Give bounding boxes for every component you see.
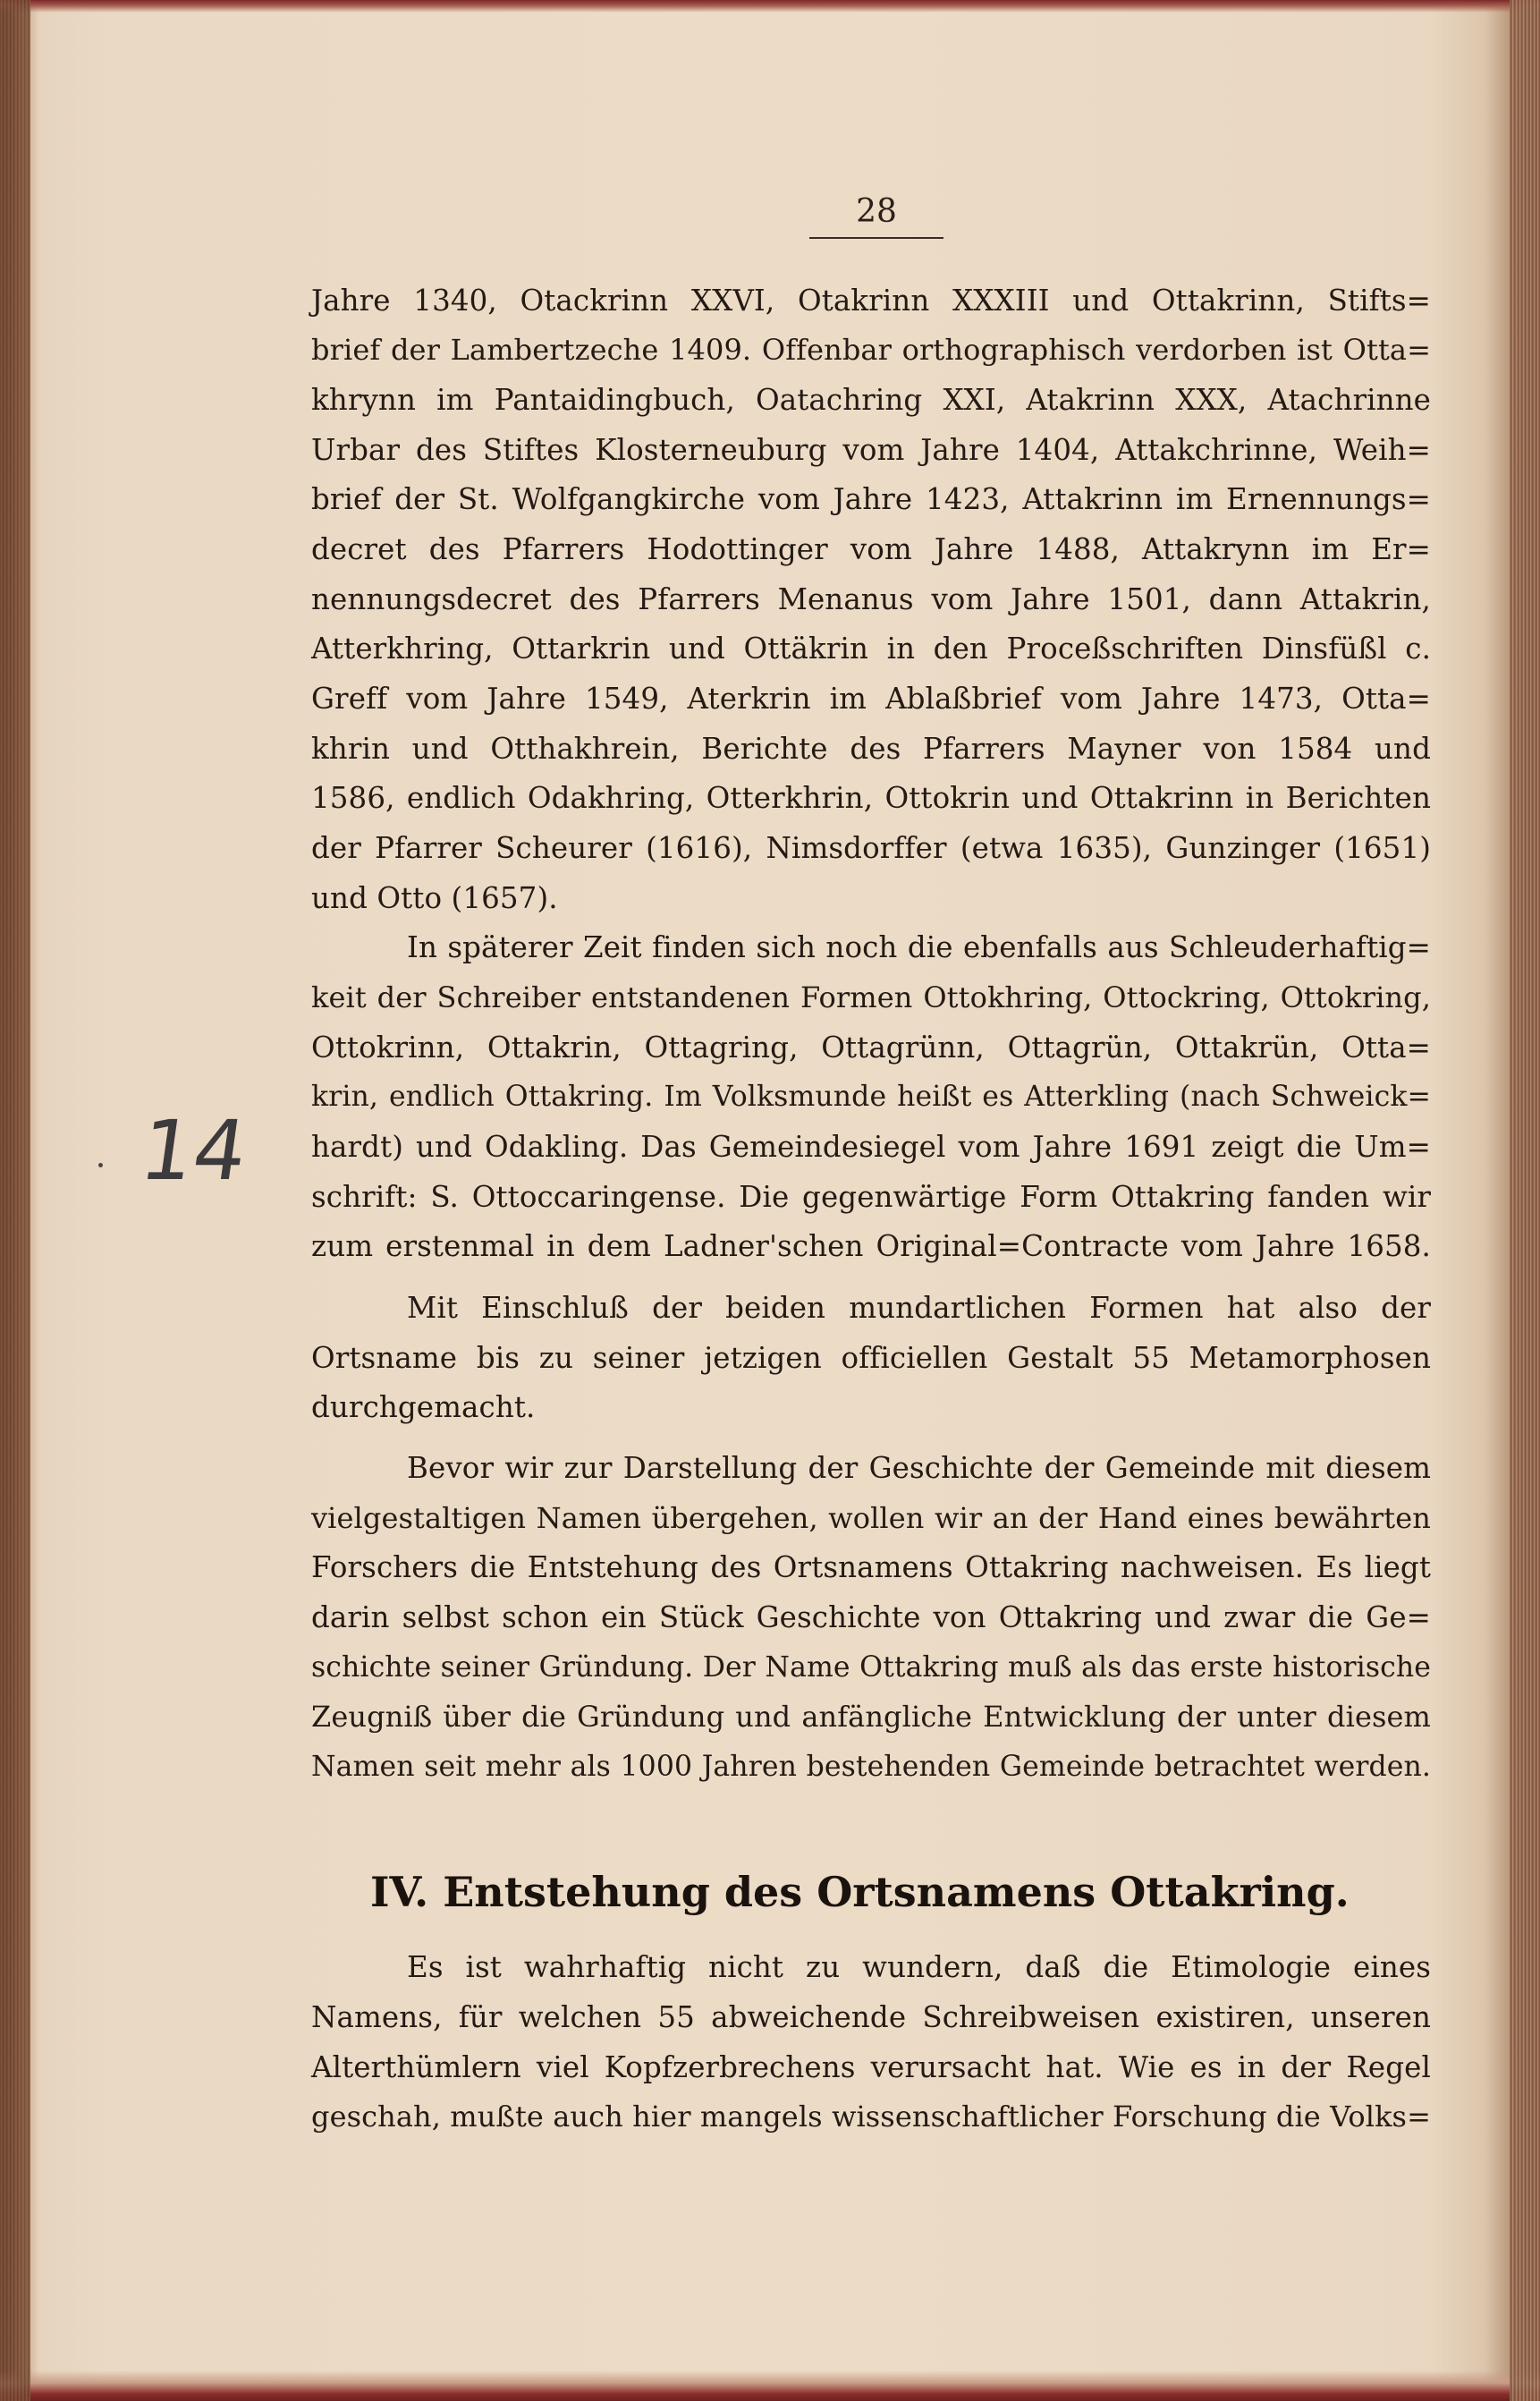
page-fore-edge <box>1510 0 1540 2401</box>
page-top-edge <box>0 0 1540 13</box>
section-heading: IV. Entstehung des Ortsnamens Ottakring. <box>370 1868 1350 1916</box>
text-line: Ottokrinn, Ottakrin, Ottagring, Ottagrünn, Ottagrün, Ottakrün, Otta= <box>311 1031 1431 1065</box>
text-line: Zeugniß über die Gründung und anfängliche Entwicklung der unter diesem <box>311 1700 1431 1734</box>
margin-mark <box>98 1163 103 1167</box>
text-line: Namen seit mehr als 1000 Jahren bestehenden Gemeinde betrachtet werden. <box>311 1751 1431 1783</box>
page-number: 28 <box>856 193 897 230</box>
text-line: schrift: S. Ottoccaringense. Die gegenwärtige Form Ottakring fanden wir <box>311 1180 1431 1214</box>
text-line: Atterkhring, Ottarkrin und Ottäkrin in den Proceßschriften Dinsfüßl c. <box>311 632 1431 666</box>
text-line: decret des Pfarrers Hodottinger vom Jahre 1488, Attakrynn im Er= <box>311 532 1431 566</box>
text-line: Es ist wahrhaftig nicht zu wundern, daß die Etimologie eines <box>407 1950 1431 1984</box>
text-line: hardt) und Odakling. Das Gemeindesiegel vom Jahre 1691 zeigt die Um= <box>311 1130 1431 1164</box>
text-line: brief der St. Wolfgangkirche vom Jahre 1423, Attakrinn im Ernennungs= <box>311 482 1431 516</box>
text-line: Namens, für welchen 55 abweichende Schreibweisen existiren, unseren <box>311 2000 1431 2034</box>
text-line: keit der Schreiber entstandenen Formen Ottokhring, Ottockring, Ottokring, <box>311 980 1431 1014</box>
text-line: zum erstenmal in dem Ladner'schen Original=Contracte vom Jahre 1658. <box>311 1229 1431 1263</box>
text-line: Ortsname bis zu seiner jetzigen officiellen Gestalt 55 Metamorphosen <box>311 1341 1431 1375</box>
text-line: und Otto (1657). <box>311 881 558 915</box>
text-line: darin selbst schon ein Stück Geschichte von Ottakring und zwar die Ge= <box>311 1600 1431 1634</box>
text-line: Urbar des Stiftes Klosterneuburg vom Jahre 1404, Attakchrinne, Weih= <box>311 433 1431 467</box>
text-line: Jahre 1340, Otackrinn XXVI, Otakrinn XXXIII und Ottakrinn, Stifts= <box>311 284 1431 318</box>
text-line: krin, endlich Ottakring. Im Volksmunde heißt es Atterkling (nach Schweick= <box>311 1081 1431 1113</box>
text-line: vielgestaltigen Namen übergehen, wollen wir an der Hand eines bewährten <box>311 1501 1431 1535</box>
book-binding-edge <box>0 0 30 2401</box>
text-line: der Pfarrer Scheurer (1616), Nimsdorffer (etwa 1635), Gunzinger (1651) <box>311 831 1431 865</box>
text-line: In späterer Zeit finden sich noch die ebenfalls aus Schleuderhaftig= <box>407 930 1431 964</box>
text-line: brief der Lambertzeche 1409. Offenbar orthographisch verdorben ist Otta= <box>311 333 1431 367</box>
handwritten-margin-note: 14 <box>134 1103 253 1199</box>
text-line: 1586, endlich Odakhring, Otterkhrin, Ottokrin und Ottakrinn in Berichten <box>311 781 1431 815</box>
text-line: geschah, mußte auch hier mangels wissenschaftlicher Forschung die Volks= <box>311 2100 1431 2134</box>
text-line: Greff vom Jahre 1549, Aterkrin im Ablaßbrief vom Jahre 1473, Otta= <box>311 682 1431 716</box>
page-bottom-edge <box>0 2371 1540 2401</box>
text-line: Alterthümlern viel Kopfzerbrechens verursacht hat. Wie es in der Regel <box>311 2050 1431 2084</box>
text-line: schichte seiner Gründung. Der Name Ottakring muß als das erste historische <box>311 1651 1431 1684</box>
text-line: khrynn im Pantaidingbuch, Oatachring XXI, Atakrinn XXX, Atachrinne <box>311 383 1431 417</box>
text-line: Bevor wir zur Darstellung der Geschichte der Gemeinde mit diesem <box>407 1451 1431 1485</box>
text-line: Mit Einschluß der beiden mundartlichen Formen hat also der <box>407 1291 1431 1325</box>
text-line: durchgemacht. <box>311 1390 536 1424</box>
text-line: Forschers die Entstehung des Ortsnamens Ottakring nachweisen. Es liegt <box>311 1550 1431 1584</box>
text-line: khrin und Otthakhrein, Berichte des Pfarrers Mayner von 1584 und <box>311 732 1431 766</box>
page-number-rule <box>809 237 943 239</box>
text-line: nennungsdecret des Pfarrers Menanus vom Jahre 1501, dann Attakrin, <box>311 582 1431 616</box>
